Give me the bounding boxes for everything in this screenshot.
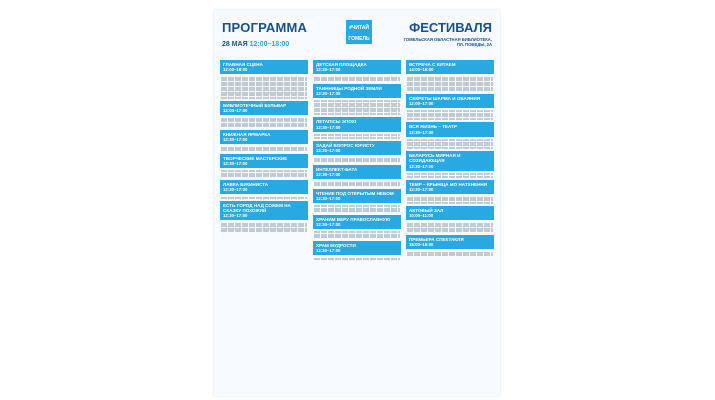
- text-line: [407, 230, 493, 232]
- block-description: [313, 180, 401, 189]
- block-time: 10:00–11:00: [409, 213, 434, 219]
- block-description: [313, 75, 401, 84]
- schedule-column-3: [406, 60, 494, 259]
- block-time: 12:30–17:00: [316, 248, 341, 254]
- schedule-block: [313, 241, 401, 255]
- block-description: [220, 116, 308, 130]
- block-time: 12:30–17:00: [409, 187, 434, 193]
- block-description: [220, 145, 308, 154]
- block-title: БИБЛИОТЕЧНЫЙ БУЛЬВАР: [223, 103, 287, 109]
- block-time: 12:30–17:00: [316, 195, 341, 201]
- block-time: 12:00–17:00: [409, 100, 434, 106]
- block-title: ТЕМР – КРЫНIЦА МО НАТХНЕННЯ: [409, 182, 488, 188]
- block-title: ХРАНИМ ВЕРУ ПРАВОСЛАВНУЮ: [316, 216, 391, 222]
- schedule-column-2: [313, 60, 401, 262]
- schedule-block: [220, 60, 308, 74]
- block-description: [220, 221, 308, 235]
- text-line: [221, 175, 307, 177]
- text-line: [221, 197, 307, 199]
- schedule-block: [313, 84, 401, 98]
- text-line: [314, 236, 400, 238]
- schedule-block: [406, 122, 494, 136]
- text-line: [314, 160, 400, 162]
- block-time: 12:30–17:00: [223, 187, 248, 193]
- block-description: [313, 230, 401, 241]
- block-description: [406, 109, 494, 123]
- text-line: [407, 147, 493, 149]
- block-description: [313, 156, 401, 165]
- schedule-block: [313, 215, 401, 229]
- text-line: [407, 118, 493, 120]
- block-description: [220, 75, 308, 101]
- text-line: [221, 230, 307, 232]
- text-line: [314, 137, 400, 139]
- block-time: 12:30–17:00: [409, 163, 434, 169]
- schedule-block: [406, 94, 494, 108]
- block-description: [313, 133, 401, 142]
- text-line: [221, 125, 307, 127]
- block-time: 12:00–17:00: [223, 108, 248, 114]
- block-title: ВСТРЕЧА С КИТАЕМ: [409, 62, 456, 67]
- block-time: 12:30–17:00: [316, 90, 341, 96]
- block-description: [406, 75, 494, 94]
- schedule-block: [313, 165, 401, 179]
- block-title: ХРАМ МУДРОСТИ: [316, 242, 356, 248]
- block-time: 14:00–16:00: [409, 67, 434, 73]
- block-title: ТАИННИЦЫ РОДНОЙ ЗЕМЛИ: [316, 85, 382, 91]
- block-time: 15:00–16:00: [409, 242, 434, 248]
- program-title: ПРОГРАММА: [222, 20, 308, 35]
- schedule-block: [220, 154, 308, 168]
- block-title: ЧТЕНИЕ ПОД ОТКРЫТЫМ НЕБОМ: [316, 190, 394, 196]
- block-title: КНИЖНАЯ ЯРМАРКА: [223, 131, 271, 137]
- block-title: ПРЕМЬЕРА СПЕКТАКЛЯ: [409, 236, 464, 242]
- block-title: ЕСТЬ ГОРОД НАД СОЖЕМ НА СКАЗКУ ПОХОЖИЙ: [223, 203, 291, 214]
- block-time: 12:30–17:00: [316, 221, 341, 227]
- block-time: 12:30–17:00: [316, 148, 341, 154]
- block-title: ЛЕТАПІСЫ ЭПОХІ: [316, 119, 357, 125]
- text-line: [407, 254, 493, 256]
- block-title: АКТОВЫЙ ЗАЛ: [409, 208, 444, 214]
- schedule-block: [220, 130, 308, 144]
- festival-logo: [346, 20, 372, 44]
- schedule-block: [220, 180, 308, 194]
- text-line: [407, 176, 493, 178]
- text-line: [221, 149, 307, 151]
- block-title: СЕКРЕТЫ ШАРМА И ОБАЯНИЯ: [409, 95, 481, 101]
- venue: ГОМЕЛЬСКАЯ ОБЛАСТНАЯ БИБЛИОТЕКА, ПЛ. ПОБЕДЫ, 2А: [403, 37, 492, 47]
- schedule-block: [313, 141, 401, 155]
- block-time: 12:30–17:00: [409, 129, 434, 135]
- block-description: [220, 169, 308, 180]
- block-description: [313, 204, 401, 215]
- logo-text-2: ГОМЕЛЬ: [348, 36, 370, 42]
- schedule-block: [406, 206, 494, 220]
- block-title: ЛАВКА БУКИНИСТА: [223, 181, 269, 187]
- schedule-column-1: [220, 60, 308, 235]
- logo-text-1: #ЧИТАЙ: [349, 25, 369, 31]
- text-line: [314, 210, 400, 212]
- date-time: [222, 41, 289, 48]
- block-description: [406, 172, 494, 181]
- schedule-block: [313, 117, 401, 131]
- block-time: 12:30–17:00: [223, 137, 248, 143]
- block-title: ТВОРЧЕСКИЕ МАСТЕРСКИЕ: [223, 155, 288, 161]
- festival-poster: [214, 10, 500, 396]
- block-time: 12:30–17:00: [316, 124, 341, 130]
- block-title: БЕЛАРУСЬ МИРНАЯ И СОЗИДАЮЩАЯ: [409, 153, 461, 164]
- schedule-block: [406, 60, 494, 74]
- block-title: ИНТЕЛЛЕКТ-БАТА: [316, 166, 358, 172]
- block-description: [406, 250, 494, 259]
- block-description: [313, 99, 401, 118]
- block-time: 12:30–17:00: [316, 67, 341, 73]
- festival-title: ФЕСТИВАЛЯ: [409, 20, 492, 35]
- poster-header: [214, 10, 500, 60]
- block-time: 12:30–17:00: [223, 160, 248, 166]
- schedule-block: [406, 180, 494, 194]
- schedule-block: [220, 101, 308, 115]
- text-line: [221, 97, 307, 99]
- text-line: [407, 89, 493, 91]
- block-title: ДЕТСКАЯ ПЛОЩАДКА: [316, 62, 367, 67]
- block-time: 12:00–18:00: [223, 67, 248, 73]
- block-description: [406, 138, 494, 152]
- text-line: [314, 79, 400, 81]
- text-line: [314, 184, 400, 186]
- schedule-block: [406, 151, 494, 170]
- schedule-block: [406, 235, 494, 249]
- block-description: [313, 256, 401, 262]
- block-time: 12:30–17:00: [223, 213, 248, 219]
- block-description: [406, 195, 494, 206]
- schedule-block: [313, 60, 401, 74]
- date: 28 МАЯ: [222, 41, 248, 48]
- block-title: ВСЯ ЖИЗНЬ – ТЕАТР: [409, 124, 457, 130]
- text-line: [314, 258, 400, 260]
- block-title: ЗАДАЙ ВОПРОС ЮРИСТУ: [316, 143, 375, 149]
- text-line: [407, 202, 493, 204]
- block-time: 12:30–17:00: [316, 172, 341, 178]
- block-title: ГЛАВНАЯ СЦЕНА: [223, 62, 263, 67]
- schedule-block: [220, 201, 308, 220]
- text-line: [314, 113, 400, 115]
- time: 12:00–18:00: [249, 41, 290, 48]
- block-description: [406, 221, 494, 235]
- schedule-block: [313, 189, 401, 203]
